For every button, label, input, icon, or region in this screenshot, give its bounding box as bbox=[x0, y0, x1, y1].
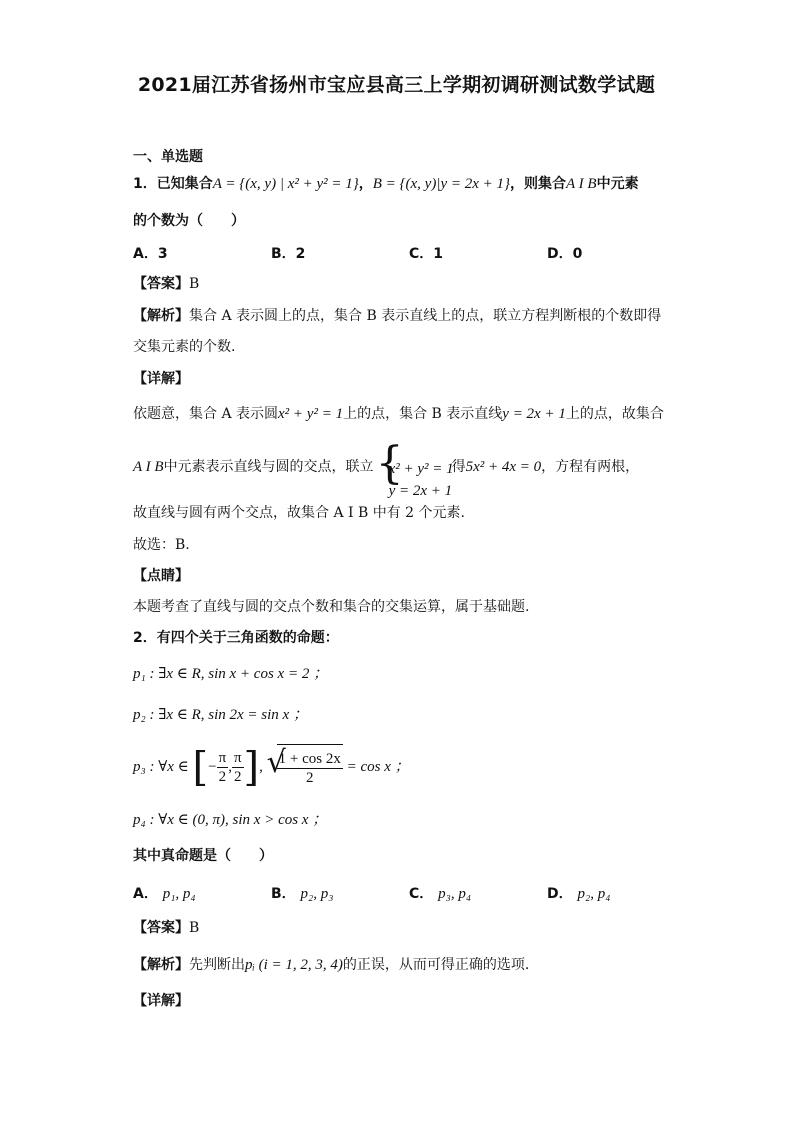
q1-answer bbox=[133, 274, 199, 294]
q1-stem-line2: 的个数为（ ） bbox=[133, 213, 245, 229]
q1-stem-line1 bbox=[133, 174, 639, 194]
q1-d1-text-a: 依题意，集合 A 表示圆 bbox=[133, 406, 279, 422]
q1-detail-tag: 【详解】 bbox=[133, 371, 189, 387]
q1-detail-line3: 故直线与圆有两个交点，故集合 A I B 中有 2 个元素. bbox=[133, 505, 465, 521]
q2-proposition-p2: p₂ : ∃x ∈ R, sin 2x = sin x ； bbox=[133, 707, 308, 723]
q1-set-b: B = {(x, y)|y = 2x + 1} bbox=[372, 176, 511, 192]
q1-intersection: A I B bbox=[566, 176, 597, 192]
q1-d2-text-d: ，方程有两根， bbox=[541, 459, 640, 475]
q2-option-b[interactable]: B． p₂, p₃ bbox=[271, 886, 334, 902]
q2-analysis-text-b: 的正误，从而可得正确的选项. bbox=[342, 957, 530, 973]
q1-detail-line1 bbox=[133, 404, 664, 424]
q2-p3-fraction-2: $\frac{\pi}{2}$ bbox=[233, 750, 242, 786]
q2-p3-fraction-1: $\frac{\pi}{2}$ bbox=[218, 750, 227, 786]
q2-stem: 2．有四个关于三角函数的命题： bbox=[133, 630, 339, 646]
q1-analysis-line1 bbox=[133, 306, 661, 326]
q1-option-a[interactable]: A．3 bbox=[133, 246, 168, 262]
q1-stem-end: 中元素 bbox=[596, 176, 639, 192]
q2-analysis-tag: 【解析】 bbox=[133, 957, 189, 973]
q2-option-c[interactable]: C． p₃, p₄ bbox=[409, 886, 472, 902]
q2-analysis-math: pᵢ (i = 1, 2, 3, 4) bbox=[245, 957, 343, 973]
q1-detail-line4: 故选：B. bbox=[133, 537, 190, 553]
q1-d2-equation-system: { x² + y² = 1 y = 2x + 1 bbox=[376, 445, 450, 489]
page-title: 2021届江苏省扬州市宝应县高三上学期初调研测试数学试题 bbox=[137, 74, 656, 96]
q1-d2-quadratic: 5x² + 4x = 0 bbox=[465, 459, 542, 475]
q2-p3-sqrt: √ $\frac{1 + \cos 2x}{2}$ bbox=[267, 744, 343, 791]
q1-d2-text-b: 中元素表示直线与圆的交点，联立 bbox=[163, 459, 374, 475]
q2-p3-sqrt-numerator: 1 + cos 2x bbox=[278, 751, 341, 768]
q2-analysis bbox=[133, 955, 529, 975]
q1-comma: ， bbox=[358, 176, 373, 192]
q1-detail-line2 bbox=[133, 438, 640, 499]
q1-analysis-tag: 【解析】 bbox=[133, 308, 189, 324]
q1-d1-line-eq: y = 2x + 1 bbox=[502, 406, 566, 422]
q2-detail-tag: 【详解】 bbox=[133, 993, 189, 1009]
q1-analysis-text1: 集合 A 表示圆上的点，集合 B 表示直线上的点，联立方程判断根的个数即得 bbox=[189, 308, 662, 324]
q1-answer-tag: 【答案】 bbox=[133, 276, 189, 292]
q2-answer-tag: 【答案】 bbox=[133, 920, 189, 936]
q2-p3-left-bracket: [ bbox=[192, 744, 209, 791]
q2-proposition-p4: p₄ : ∀x ∈ (0, π), sin x > cos x ； bbox=[133, 812, 328, 828]
q2-p3-prefix: p₃ : ∀x ∈ bbox=[133, 759, 189, 775]
q1-d2-text-c: 得 bbox=[451, 459, 466, 475]
q1-set-a: A = {(x, y) | x² + y² = 1} bbox=[212, 176, 359, 192]
q1-option-c[interactable]: C．1 bbox=[409, 246, 444, 262]
q1-answer-value: B bbox=[189, 276, 200, 292]
q1-stem-mid: ，则集合 bbox=[510, 176, 567, 192]
q2-proposition-p3: p₃ : ∀x ∈ [− $\frac{\pi}{2}$ , $\frac{\pi}{2}$ ], √ $\frac{1 + \cos 2x}{2}$ = cos x ； bbox=[133, 744, 410, 791]
q1-d1-text-c: 上的点，故集合 bbox=[565, 406, 664, 422]
q1-remark-text: 本题考查了直线与圆的交点个数和集合的交集运算，属于基础题. bbox=[133, 599, 530, 615]
q2-proposition-p1: p₁ : ∃x ∈ R, sin x + cos x = 2 ； bbox=[133, 666, 329, 682]
q2-question: 其中真命题是（ ） bbox=[133, 848, 273, 864]
q1-d2-system-eq2: y = 2x + 1 bbox=[388, 483, 453, 499]
q1-remark-tag: 【点睛】 bbox=[133, 568, 189, 584]
q1-option-b[interactable]: B．2 bbox=[271, 246, 306, 262]
q2-p3-suffix: = cos x ； bbox=[346, 759, 410, 775]
q2-option-d[interactable]: D． p₂, p₄ bbox=[547, 886, 611, 902]
q1-option-d[interactable]: D．0 bbox=[547, 246, 583, 262]
q1-d1-circle-eq: x² + y² = 1 bbox=[278, 406, 344, 422]
q1-analysis-line2: 交集元素的个数. bbox=[133, 339, 236, 355]
q1-stem-prefix: 1．已知集合 bbox=[133, 176, 213, 192]
q2-option-a[interactable]: A． p₁, p₄ bbox=[133, 886, 196, 902]
q1-d2-intersection: A I B bbox=[133, 459, 164, 475]
q1-d2-system-eq1: x² + y² = 1 bbox=[388, 461, 454, 477]
q2-p3-right-bracket: ] bbox=[243, 744, 260, 791]
q2-analysis-text-a: 先判断出 bbox=[189, 957, 245, 973]
q1-d1-text-b: 上的点，集合 B 表示直线 bbox=[343, 406, 503, 422]
q2-answer bbox=[133, 918, 199, 938]
q2-answer-value: B bbox=[189, 920, 200, 936]
q2-p3-sqrt-denominator: 2 bbox=[305, 770, 314, 787]
section-heading: 一、单选题 bbox=[133, 149, 203, 165]
